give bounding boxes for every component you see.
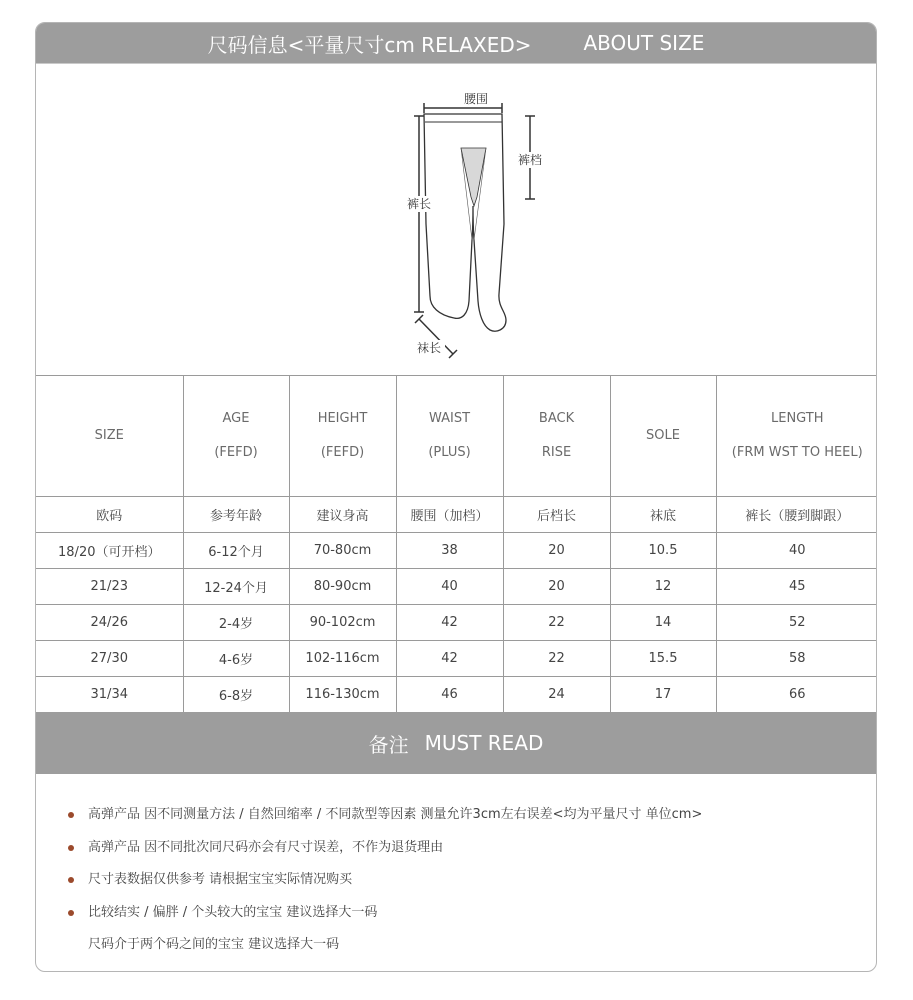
header-line: AGE: [222, 411, 250, 426]
cn-header-cell: 欧码: [36, 497, 183, 533]
tights-outline: [424, 114, 506, 331]
tights-measurement-illustration: [36, 64, 877, 376]
table-cell: 12-24个月: [183, 569, 289, 605]
table-cell: 6-12个月: [183, 533, 289, 569]
waist-label: 腰围: [463, 92, 489, 106]
table-cell: 40: [396, 569, 503, 605]
table-cell: 52: [716, 605, 877, 641]
header-sole: [610, 376, 716, 497]
header-line: SIZE: [94, 428, 124, 443]
header-title-en: ABOUT SIZE: [583, 31, 705, 55]
table-cell: 58: [716, 641, 877, 677]
must-read-header: [36, 712, 876, 774]
table-cell: 46: [396, 677, 503, 713]
table-cell: 4-6岁: [183, 641, 289, 677]
table-cell: 42: [396, 641, 503, 677]
table-row: [36, 569, 877, 605]
header-back-rise: [503, 376, 610, 497]
table-cell: 15.5: [610, 641, 716, 677]
table-cell: 20: [503, 569, 610, 605]
cn-header-cell: 袜底: [610, 497, 716, 533]
table-cell: 6-8岁: [183, 677, 289, 713]
header-title-cn: 尺码信息<平量尺寸cm RELAXED>: [207, 32, 532, 57]
table-row: [36, 677, 877, 713]
table-cell: 22: [503, 605, 610, 641]
size-table: [36, 375, 877, 713]
note-item: [66, 805, 856, 838]
bullet-dot-icon: [68, 910, 74, 916]
table-cell: 45: [716, 569, 877, 605]
table-cell: 40: [716, 533, 877, 569]
length-label: 裤长: [406, 197, 432, 211]
note-item: [66, 870, 856, 903]
bullet-dot-icon: [68, 812, 74, 818]
cn-header-cell: 后档长: [503, 497, 610, 533]
table-cell: 20: [503, 533, 610, 569]
note-text: 高弹产品 因不同批次同尺码亦会有尺寸误差，不作为退货理由: [88, 839, 444, 855]
cn-header-cell: 腰围（加档）: [396, 497, 503, 533]
note-item: [66, 903, 856, 936]
cn-header-cell: 裤长（腰到脚跟）: [716, 497, 877, 533]
note-text: 比较结实 / 偏胖 / 个头较大的宝宝 建议选择大一码: [88, 904, 378, 920]
bullet-dot-icon: [68, 845, 74, 851]
note-item: [66, 935, 856, 968]
table-cell: 31/34: [36, 677, 183, 713]
table-cell: 38: [396, 533, 503, 569]
header-line: (FEFD): [214, 445, 258, 460]
note-text: 高弹产品 因不同测量方法 / 自然回缩率 / 不同款型等因素 测量允许3cm左右误差<均为平量尺寸 单位cm>: [88, 807, 703, 822]
header-line: SOLE: [646, 428, 680, 443]
table-cell: 12: [610, 569, 716, 605]
table-header-row: [36, 376, 877, 497]
header-height: [289, 376, 396, 497]
header-age: [183, 376, 289, 497]
table-cell: 14: [610, 605, 716, 641]
header-line: BACK: [538, 411, 575, 426]
header-size: [36, 376, 183, 497]
table-cn-header-row: [36, 497, 877, 533]
table-cell: 22: [503, 641, 610, 677]
table-cell: 10.5: [610, 533, 716, 569]
header-line: (PLUS): [428, 445, 471, 460]
cn-header-cell: 参考年龄: [183, 497, 289, 533]
table-cell: 24: [503, 677, 610, 713]
notes-list: [66, 805, 856, 968]
sock-label: 袜长: [416, 341, 442, 355]
table-cell: 70-80cm: [289, 533, 396, 569]
size-info-header: [36, 23, 876, 63]
table-cell: 90-102cm: [289, 605, 396, 641]
header-line: LENGTH: [770, 411, 824, 426]
table-cell: 27/30: [36, 641, 183, 677]
note-item: [66, 838, 856, 871]
notes-title-en: MUST READ: [424, 731, 544, 755]
header-line: (FRM WST TO HEEL): [731, 445, 863, 460]
bullet-dot-icon: [68, 877, 74, 883]
table-cell: 21/23: [36, 569, 183, 605]
table-cell: 66: [716, 677, 877, 713]
header-waist: [396, 376, 503, 497]
note-text: 尺寸表数据仅供参考 请根据宝宝实际情况购买: [88, 872, 353, 887]
table-row: [36, 605, 877, 641]
table-cell: 116-130cm: [289, 677, 396, 713]
tights-diagram: [36, 63, 876, 376]
table-row: [36, 533, 877, 569]
table-cell: 80-90cm: [289, 569, 396, 605]
table-row: [36, 641, 877, 677]
header-length: [716, 376, 877, 497]
table-cell: 42: [396, 605, 503, 641]
table-cell: 18/20（可开档）: [36, 533, 183, 569]
notes-title-cn: 备注: [368, 732, 409, 757]
header-line: WAIST: [428, 411, 471, 426]
table-cell: 2-4岁: [183, 605, 289, 641]
table-cell: 17: [610, 677, 716, 713]
header-line: HEIGHT: [317, 411, 368, 426]
cn-header-cell: 建议身高: [289, 497, 396, 533]
table-cell: 102-116cm: [289, 641, 396, 677]
table-cell: 24/26: [36, 605, 183, 641]
note-text: 尺码介于两个码之间的宝宝 建议选择大一码: [88, 937, 340, 952]
header-line: RISE: [541, 445, 572, 460]
size-chart-card: [35, 22, 877, 972]
header-line: (FEFD): [320, 445, 365, 460]
rise-label: 裤档: [517, 153, 543, 167]
